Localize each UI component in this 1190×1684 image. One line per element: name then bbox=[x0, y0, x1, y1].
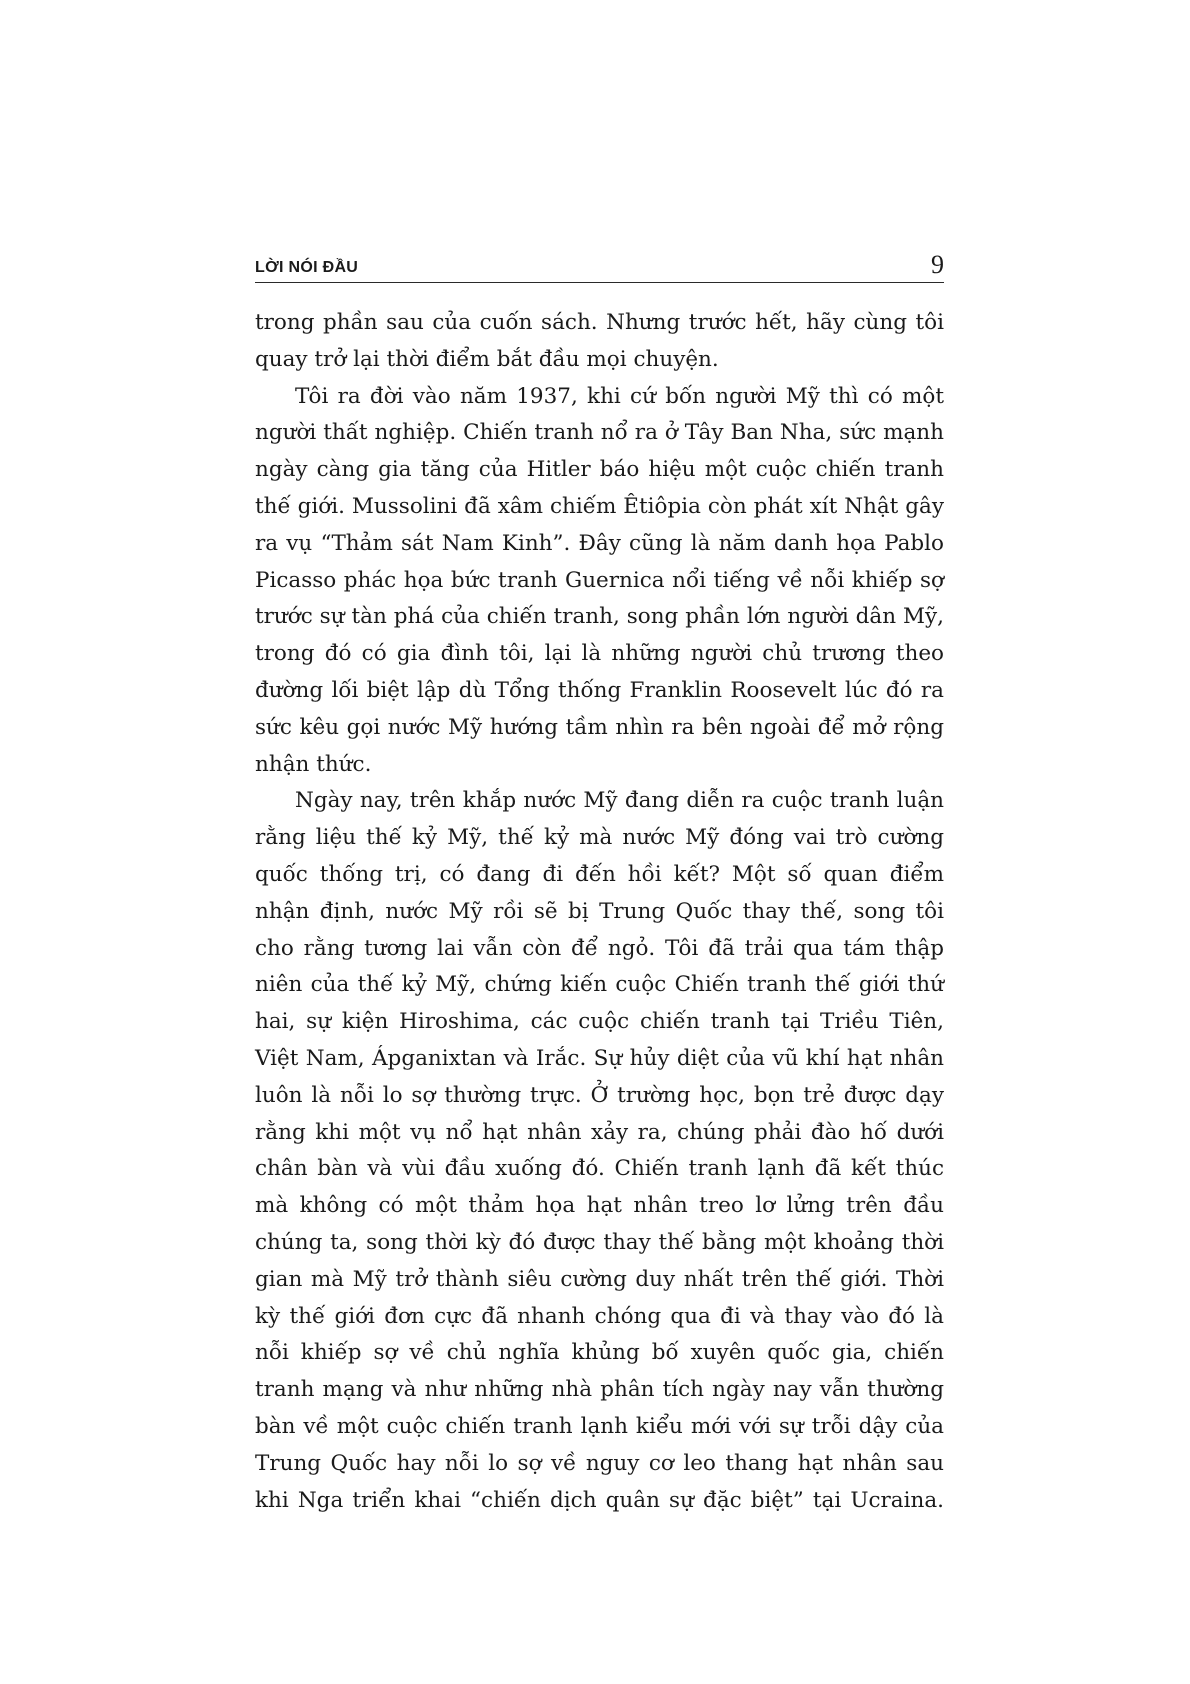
running-title: LỜI NÓI ĐẦU bbox=[255, 259, 359, 276]
paragraph-1: trong phần sau của cuốn sách. Nhưng trước hết, hãy cùng tôi quay trở lại thời điểm bắt đầu mọi chuyện. bbox=[255, 310, 944, 372]
body-text bbox=[255, 305, 944, 1519]
paragraph-3: Ngày nay, trên khắp nước Mỹ đang diễn ra cuộc tranh luận rằng liệu thế kỷ Mỹ, thế kỷ mà nước Mỹ đóng vai trò cường quốc thống trị, có đang đi đến hồi kết? Một số quan điểm nhận định, nước Mỹ rồi sẽ bị Trung Quốc thay thế, song tôi cho rằng tương lai vẫn còn để ngỏ. Tôi đã trải qua tám thập niên của thế kỷ Mỹ, chứng kiến cuộc Chiến tranh thế giới thứ hai, sự kiện Hiroshima, các cuộc chiến tranh tại Triều Tiên, Việt Nam, Ápganixtan và Irắc. Sự hủy diệt của vũ khí hạt nhân luôn là nỗi lo sợ thường trực. Ở trường học, bọn trẻ được dạy rằng khi một vụ nổ hạt nhân xảy ra, chúng phải đào hố dưới chân bàn và vùi đầu xuống đó. Chiến tranh lạnh đã kết thúc mà không có một thảm họa hạt nhân treo lơ lửng trên đầu chúng ta, song thời kỳ đó được thay thế bằng một khoảng thời gian mà Mỹ trở thành siêu cường duy nhất trên thế giới. Thời kỳ thế giới đơn cực đã nhanh chóng qua đi và thay vào đó là nỗi khiếp sợ về chủ nghĩa khủng bố xuyên quốc gia, chiến tranh mạng và như những nhà phân tích ngày nay vẫn thường bàn về một cuộc chiến tranh lạnh kiểu mới với sự trỗi dậy của Trung Quốc hay nỗi lo sợ về nguy cơ leo thang hạt nhân sau khi Nga triển khai “chiến dịch quân sự đặc biệt” tại Ucraina. bbox=[255, 788, 944, 1513]
paragraph-2: Tôi ra đời vào năm 1937, khi cứ bốn người Mỹ thì có một người thất nghiệp. Chiến tranh nổ ra ở Tây Ban Nha, sức mạnh ngày càng gia tăng của Hitler báo hiệu một cuộc chiến tranh thế giới. Mussolini đã xâm chiếm Êtiôpia còn phát xít Nhật gây ra vụ “Thảm sát Nam Kinh”. Đây cũng là năm danh họa Pablo Picasso phác họa bức tranh Guernica nổi tiếng về nỗi khiếp sợ trước sự tàn phá của chiến tranh, song phần lớn người dân Mỹ, trong đó có gia đình tôi, lại là những người chủ trương theo đường lối biệt lập dù Tổng thống Franklin Roosevelt lúc đó ra sức kêu gọi nước Mỹ hướng tầm nhìn ra bên ngoài để mở rộng nhận thức. bbox=[255, 383, 944, 777]
page-number: 9 bbox=[931, 250, 944, 279]
page-header bbox=[255, 250, 944, 283]
